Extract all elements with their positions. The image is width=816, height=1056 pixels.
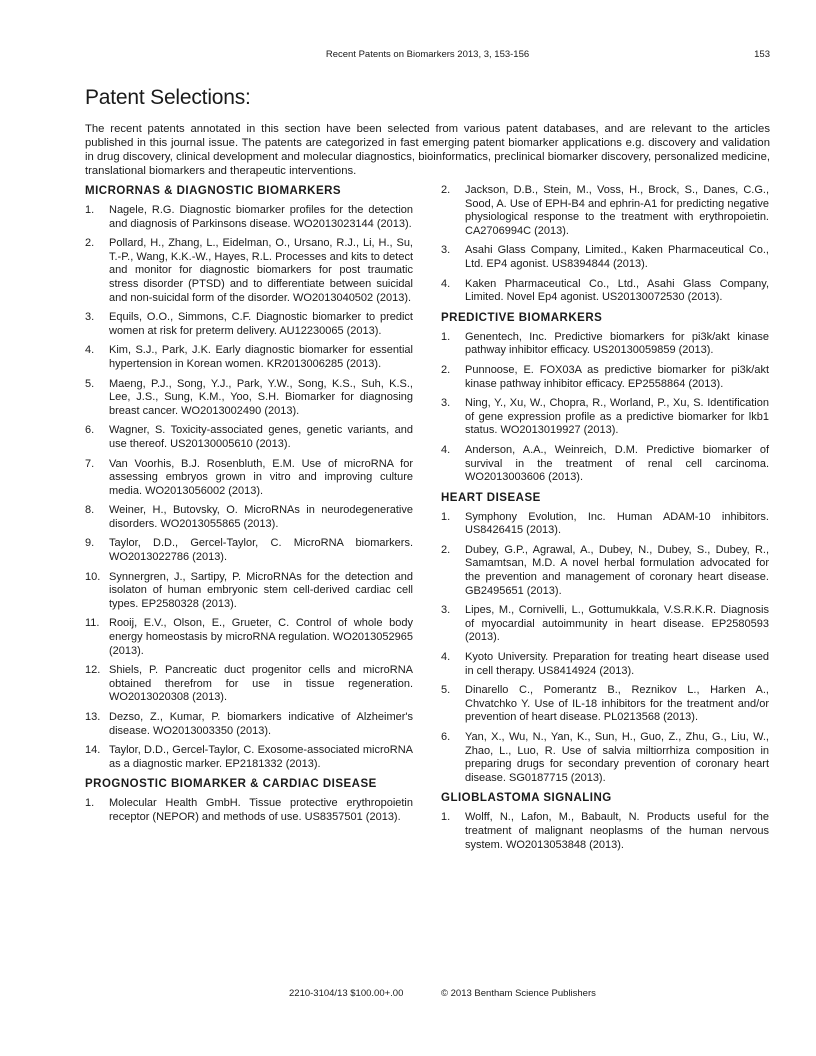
entry-number: 1. xyxy=(441,330,451,343)
entry-number: 8. xyxy=(85,504,95,517)
entry-number: 1. xyxy=(441,811,451,824)
left-column xyxy=(85,184,413,831)
patent-entry xyxy=(441,244,769,271)
entry-number: 1. xyxy=(441,510,451,523)
entry-text: Asahi Glass Company, Limited., Kaken Pharmaceutical Co., Ltd. EP4 agonist. US8394844 (2013). xyxy=(465,244,769,270)
patent-entry xyxy=(441,604,769,645)
patent-entry xyxy=(441,684,769,725)
patent-list xyxy=(441,331,769,485)
entry-number: 4. xyxy=(441,443,451,456)
patent-entry xyxy=(441,397,769,438)
patent-list xyxy=(441,511,769,786)
entry-number: 1. xyxy=(85,797,95,810)
entry-text: Dubey, G.P., Agrawal, A., Dubey, N., Dubey, S., Dubey, R., Samamtsan, M.D. A novel herbal formulation advocated for the prevention and management of coronary heart disease. GB2495651 (2013). xyxy=(465,543,769,597)
entry-text: Genentech, Inc. Predictive biomarkers for pi3k/akt kinase pathway inhibitor efficacy. US20130059859 (2013). xyxy=(465,330,769,357)
entry-number: 10. xyxy=(85,570,101,583)
entry-number: 12. xyxy=(85,664,101,677)
entry-number: 3. xyxy=(441,604,451,617)
patent-entry xyxy=(85,797,413,824)
section-heading-glioblastoma-signaling: GLIOBLASTOMA SIGNALING xyxy=(441,792,612,805)
running-header xyxy=(85,49,770,63)
entry-text: Equils, O.O., Simmons, C.F. Diagnostic biomarker to predict women at risk for preterm delivery. AU12230065 (2013). xyxy=(109,311,413,337)
patent-entry xyxy=(441,444,769,485)
patent-entry xyxy=(85,504,413,531)
entry-number: 11. xyxy=(85,617,100,630)
entry-number: 3. xyxy=(85,311,95,324)
entry-text: Pollard, H., Zhang, L., Eidelman, O., Ursano, R.J., Li, H., Su, T.-P., Wang, K.K.-W., Hayes, R.L. Processes and kits to detect and monitor for diagnostic biomarkers for post traumatic stress disorder (PTSD) and to differentiate between suicidal and non-suicidal form of the disorder. WO2013040502 (2013). xyxy=(109,237,413,304)
entry-number: 3. xyxy=(441,397,451,410)
patent-entry xyxy=(441,331,769,358)
entry-text: Punnoose, E. FOX03A as predictive biomarker for pi3k/akt kinase pathway inhibitor efficacy. EP2558864 (2013). xyxy=(465,363,769,390)
entry-number: 2. xyxy=(441,543,451,556)
entry-number: 4. xyxy=(85,344,95,357)
patent-entry xyxy=(85,378,413,419)
entry-text: Synnergren, J., Sartipy, P. MicroRNAs for the detection and isolaton of human embryonic stem cell-derived cardiac cell types. EP2580328 (2013). xyxy=(109,570,413,610)
entry-number: 4. xyxy=(441,651,451,664)
entry-number: 6. xyxy=(85,424,95,437)
patent-entry xyxy=(85,311,413,338)
entry-number: 6. xyxy=(441,731,451,743)
entry-number: 13. xyxy=(85,711,101,723)
entry-number: 2. xyxy=(441,184,451,196)
patent-list xyxy=(441,184,769,305)
entry-number: 3. xyxy=(441,244,451,257)
section-heading-heart-disease: HEART DISEASE xyxy=(441,491,541,504)
entry-number: 9. xyxy=(85,537,95,550)
entry-number: 2. xyxy=(441,363,451,376)
patent-entry xyxy=(85,617,413,658)
patent-entry xyxy=(85,344,413,371)
patent-entry xyxy=(441,651,769,678)
entry-text: Symphony Evolution, Inc. Human ADAM-10 inhibitors. US8426415 (2013). xyxy=(465,510,769,537)
entry-number: 5. xyxy=(441,684,451,697)
patent-entry xyxy=(441,544,769,598)
right-column xyxy=(441,184,769,858)
entry-number: 4. xyxy=(441,277,451,290)
patent-list xyxy=(441,811,769,852)
entry-text: Weiner, H., Butovsky, O. MicroRNAs in neurodegenerative disorders. WO2013055865 (2013). xyxy=(109,504,413,530)
entry-number: 5. xyxy=(85,377,95,390)
patent-entry xyxy=(85,424,413,451)
entry-text: Ning, Y., Xu, W., Chopra, R., Worland, P., Xu, S. Identification of gene expression profile as a predictive biomarker for lkb1 status. WO2013019927 (2013). xyxy=(465,397,769,437)
journal-citation: Recent Patents on Biomarkers 2013, 3, 153-156 xyxy=(325,49,530,60)
patent-entry xyxy=(85,664,413,705)
patent-entry xyxy=(85,744,413,771)
entry-text: Anderson, A.A., Weinreich, D.M. Predictive biomarker of survival in the treatment of renal cell carcinoma. WO2013003606 (2013). xyxy=(465,443,769,484)
copyright-notice: © 2013 Bentham Science Publishers xyxy=(441,988,596,999)
intro-paragraph: The recent patents annotated in this section have been selected from various patent databases, and are relevant to the articles published in this journal issue. The patents are categorized in fast emerging patent biomarker applications e.g. discovery and validation in drug discovery, clinical development and molecular diagnostics, bioinformatics, preclinical biomarker discovery, personalized medicine, translational biomarkers and therapeutic interventions. xyxy=(85,123,770,178)
patent-list xyxy=(85,204,413,771)
entry-text: Yan, X., Wu, N., Yan, K., Sun, H., Guo, Z., Zhu, G., Liu, W., Zhao, L., Luo, R. Use of salvia miltiorrhiza composition in preparing drugs for secondary prevention of coronary heart disease. SG0187715 (2013). xyxy=(465,731,769,784)
patent-entry xyxy=(85,571,413,612)
entry-text: Dezso, Z., Kumar, P. biomarkers indicative of Alzheimer's disease. WO2013003350 (2013). xyxy=(109,711,413,737)
entry-text: Kyoto University. Preparation for treating heart disease used in cell therapy. US8414924 (2013). xyxy=(465,651,769,677)
entry-text: Dinarello C., Pomerantz B., Reznikov L., Harken A., Chvatchko Y. Use of IL-18 inhibitors for the treatment and/or prevention of heart disease. PL0213568 (2013). xyxy=(465,684,769,724)
patent-entry xyxy=(441,278,769,305)
page-title: Patent Selections: xyxy=(85,86,251,110)
patent-entry xyxy=(441,811,769,852)
patent-entry xyxy=(441,511,769,538)
entry-text: Maeng, P.J., Song, Y.J., Park, Y.W., Song, K.S., Suh, K.S., Lee, J.S., Sung, K.M., Yoo, S.H. Biomarker for diagnosing breast cancer. WO2013002490 (2013). xyxy=(109,377,413,417)
patent-list xyxy=(85,797,413,824)
patent-entry xyxy=(85,237,413,305)
entry-text: Molecular Health GmbH. Tissue protective erythropoietin receptor (NEPOR) and methods of use. US8357501 (2013). xyxy=(109,797,413,823)
patent-entry xyxy=(85,537,413,564)
entry-text: Kaken Pharmaceutical Co., Ltd., Asahi Glass Company, Limited. Novel Ep4 agonist. US20130072530 (2013). xyxy=(465,277,769,304)
entry-text: Van Voorhis, B.J. Rosenbluth, E.M. Use of microRNA for assessing embryos grown in vitro and improving culture media. WO2013056002 (2013). xyxy=(109,457,413,497)
issn-price: 2210-3104/13 $100.00+.00 xyxy=(289,988,404,999)
entry-text: Taylor, D.D., Gercel-Taylor, C. MicroRNA biomarkers. WO2013022786 (2013). xyxy=(109,537,413,564)
section-heading-prognostic-biomarker-cardiac-disease: PROGNOSTIC BIOMARKER & CARDIAC DISEASE xyxy=(85,778,377,791)
entry-text: Wolff, N., Lafon, M., Babault, N. Products useful for the treatment of malignant neoplasms of the human nervous system. WO2013053848 (2013). xyxy=(465,811,769,851)
patent-entry xyxy=(441,364,769,391)
patent-entry xyxy=(441,731,769,785)
entry-text: Jackson, D.B., Stein, M., Voss, H., Brock, S., Danes, C.G., Sood, A. Use of EPH-B4 and ephrin-A1 for predicting negative physiological response to the treatment with erythropoietin. CA2706994C (2013). xyxy=(465,184,769,237)
entry-text: Rooij, E.V., Olson, E., Grueter, C. Control of whole body energy homeostasis by microRNA regulation. WO2013052965 (2013). xyxy=(109,617,413,657)
entry-text: Kim, S.J., Park, J.K. Early diagnostic biomarker for essential hypertension in Korean women. KR2013006285 (2013). xyxy=(109,344,413,370)
entry-text: Nagele, R.G. Diagnostic biomarker profiles for the detection and diagnosis of Parkinsons disease. WO2013023144 (2013). xyxy=(109,204,413,230)
patent-entry xyxy=(85,204,413,231)
entry-text: Shiels, P. Pancreatic duct progenitor cells and microRNA obtained therefrom for use in tissue regeneration. WO2013020308 (2013). xyxy=(109,664,413,704)
entry-text: Taylor, D.D., Gercel-Taylor, C. Exosome-associated microRNA as a diagnostic marker. EP2181332 (2013). xyxy=(109,744,413,770)
patent-entry xyxy=(85,711,413,738)
entry-number: 14. xyxy=(85,744,101,757)
entry-text: Lipes, M., Cornivelli, L., Gottumukkala, V.S.R.K.R. Diagnosis of myocardial autoimmunity in heart disease. EP2580593 (2013). xyxy=(465,604,769,644)
entry-number: 7. xyxy=(85,457,95,470)
section-heading-micrornas-diagnostic-biomarkers: MICRORNAS & DIAGNOSTIC BIOMARKERS xyxy=(85,185,342,197)
section-heading-predictive-biomarkers: PREDICTIVE BIOMARKERS xyxy=(441,311,603,324)
entry-text: Wagner, S. Toxicity-associated genes, genetic variants, and use thereof. US20130005610 (2013). xyxy=(109,424,413,450)
patent-entry xyxy=(441,184,769,238)
page-number: 153 xyxy=(754,49,770,60)
entry-number: 2. xyxy=(85,237,95,250)
entry-number: 1. xyxy=(85,204,95,216)
patent-entry xyxy=(85,458,413,499)
